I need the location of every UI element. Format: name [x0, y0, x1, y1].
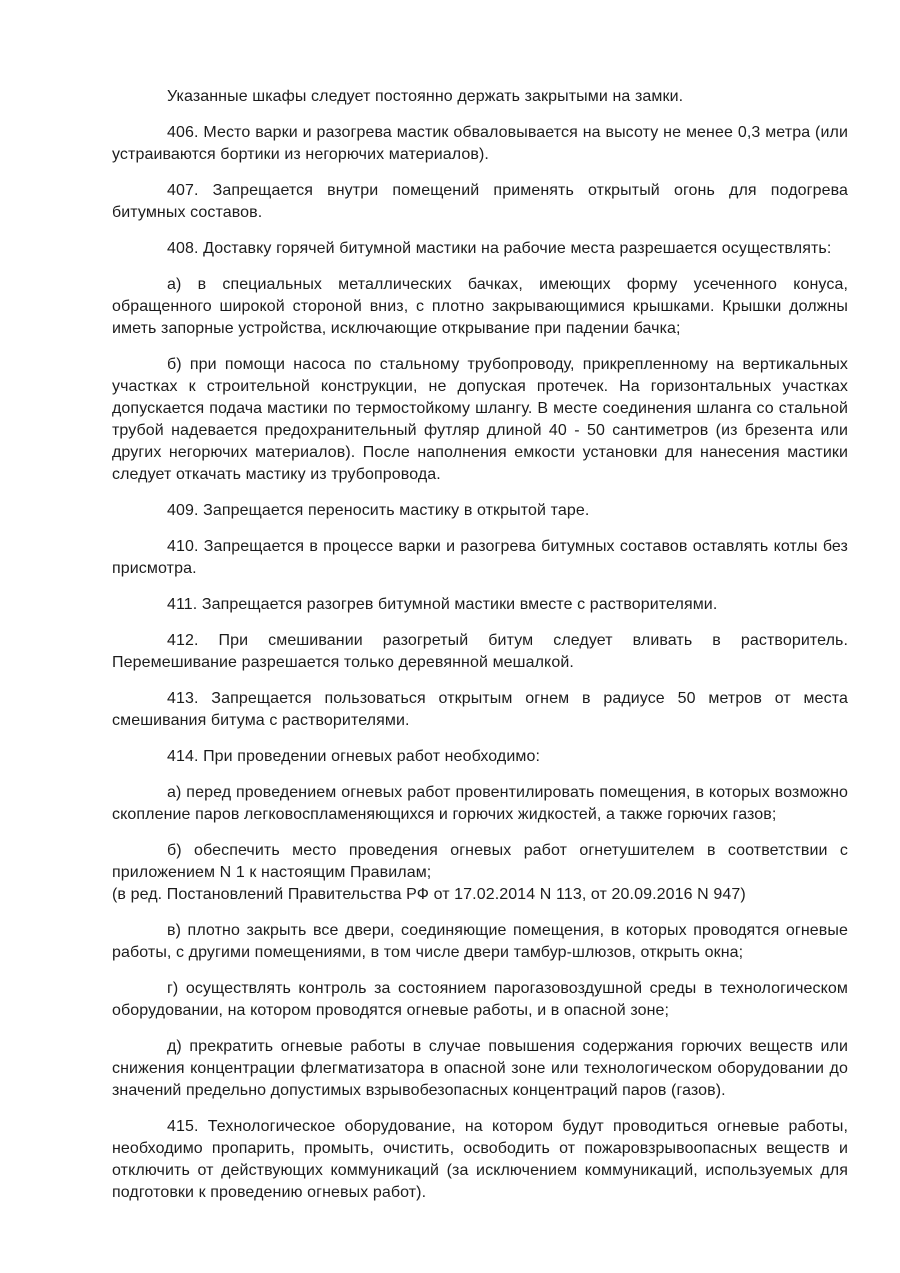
amendment-note: (в ред. Постановлений Правительства РФ от 17.02.2014 N 113, от 20.09.2016 N 947): [112, 886, 746, 903]
paragraph-413: 413. Запрещается пользоваться открытым огнем в радиусе 50 метров от места смешивания битума с растворителями.: [112, 690, 848, 729]
paragraph-407: 407. Запрещается внутри помещений применять открытый огонь для подогрева битумных составов.: [112, 182, 848, 221]
paragraph-406: 406. Место варки и разогрева мастик обваловывается на высоту не менее 0,3 метра (или устраиваются бортики из негорючих материалов).: [112, 124, 848, 163]
paragraph-414-g: г) осуществлять контроль за состоянием парогазовоздушной среды в технологическом оборудовании, на котором проводятся огневые работы, и в опасной зоне;: [112, 980, 848, 1019]
paragraph-409: 409. Запрещается переносить мастику в открытой таре.: [167, 502, 590, 519]
paragraph-415: 415. Технологическое оборудование, на котором будут проводиться огневые работы, необходимо пропарить, промыть, очистить, освободить от пожаровзрывоопасных веществ и отключить от действующих коммуникаций (за исключением коммуникаций, используемых для подготовки к проведению огневых работ).: [112, 1118, 848, 1201]
paragraph-412: 412. При смешивании разогретый битум следует вливать в растворитель. Перемешивание разрешается только деревянной мешалкой.: [112, 632, 848, 671]
paragraph-414-v: в) плотно закрыть все двери, соединяющие помещения, в которых проводятся огневые работы, с другими помещениями, в том числе двери тамбур-шлюзов, открыть окна;: [112, 922, 848, 961]
paragraph-414: 414. При проведении огневых работ необходимо:: [167, 748, 541, 765]
paragraph-414-d: д) прекратить огневые работы в случае повышения содержания горючих веществ или снижения концентрации флегматизатора в опасной зоне или технологическом оборудовании до значений предельно допустимых взрывобезопасных концентраций паров (газов).: [112, 1038, 848, 1099]
paragraph-408-b: б) при помощи насоса по стальному трубопроводу, прикрепленному на вертикальных участках к строительной конструкции, не допуская протечек. На горизонтальных участках допускается подача мастики по термостойкому шлангу. В месте соединения шланга со стальной трубой надевается предохранительный футляр длиной 40 - 50 сантиметров (из брезента или других негорючих материалов). После наполнения емкости установки для нанесения мастики следует откачать мастику из трубопровода.: [112, 356, 848, 483]
paragraph-414-a: а) перед проведением огневых работ провентилировать помещения, в которых возможно скопление паров легковоспламеняющихся и горючих жидкостей, а также горючих газов;: [112, 784, 848, 823]
paragraph-411: 411. Запрещается разогрев битумной мастики вместе с растворителями.: [167, 596, 718, 613]
paragraph-408: 408. Доставку горячей битумной мастики на рабочие места разрешается осуществлять:: [167, 240, 832, 257]
paragraph-414-b: б) обеспечить место проведения огневых работ огнетушителем в соответствии с приложением N 1 к настоящим Правилам;: [112, 842, 848, 881]
paragraph-408-a: а) в специальных металлических бачках, имеющих форму усеченного конуса, обращенного широкой стороной вниз, с плотно закрывающимися крышками. Крышки должны иметь запорные устройства, исключающие открывание при падении бачка;: [112, 276, 848, 337]
paragraph-cabinets-note: Указанные шкафы следует постоянно держать закрытыми на замки.: [167, 88, 684, 105]
paragraph-410: 410. Запрещается в процессе варки и разогрева битумных составов оставлять котлы без присмотра.: [112, 538, 848, 577]
